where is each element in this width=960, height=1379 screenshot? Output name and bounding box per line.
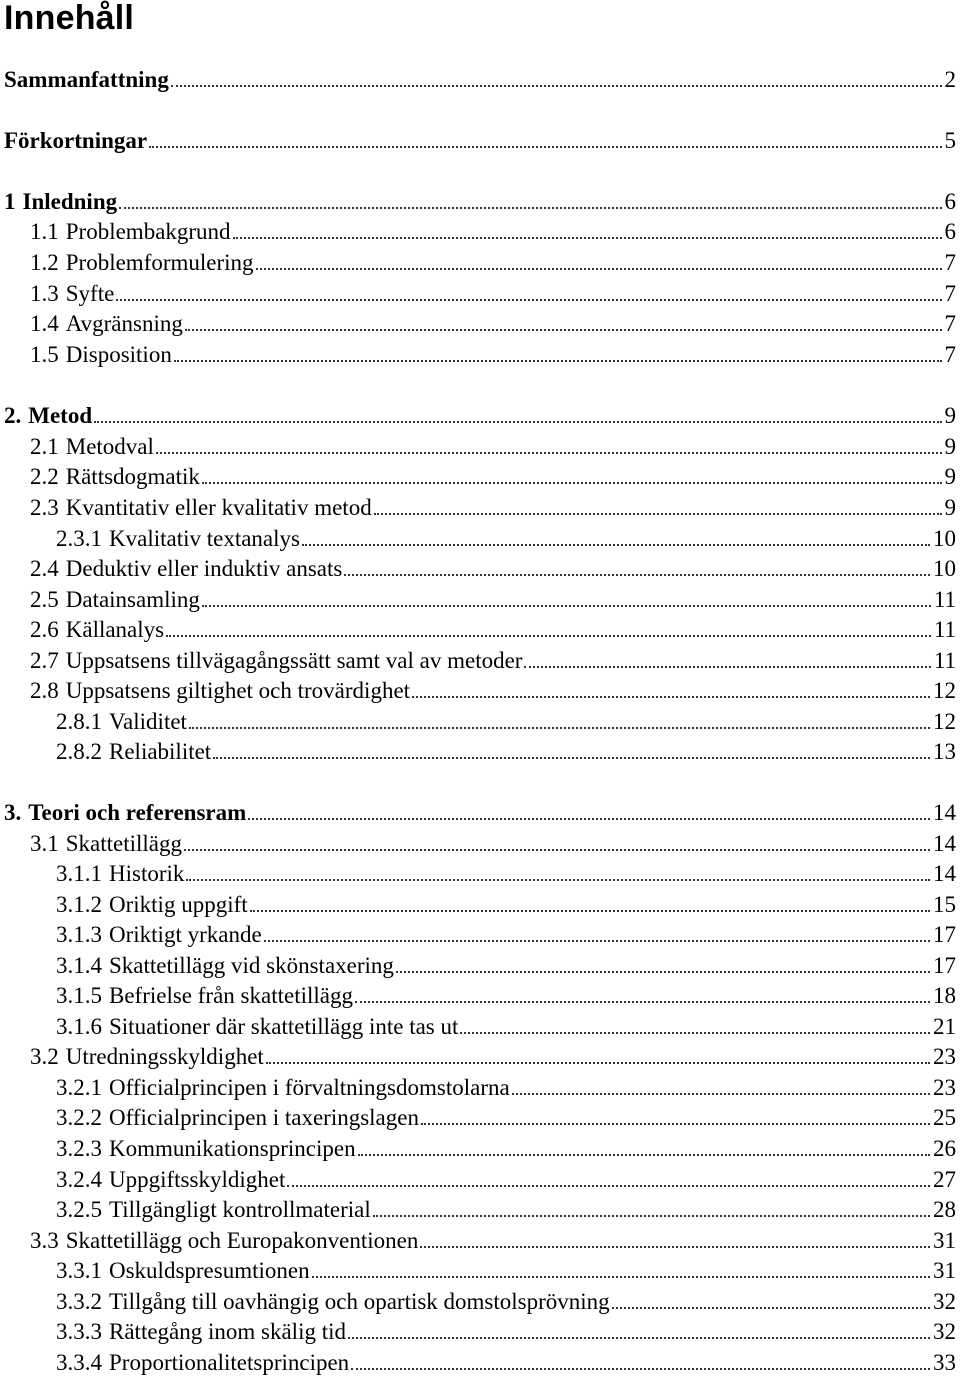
- toc-entry-number: 3.2.1: [56, 1075, 102, 1100]
- toc-entry-number: 2.8: [30, 678, 59, 703]
- dot-leader: [355, 1001, 930, 1003]
- toc-entry-page-number: 7: [944, 250, 956, 275]
- toc-entry-title: Validitet: [109, 709, 187, 734]
- toc-entry-page-number: 11: [933, 648, 956, 673]
- toc-entry-number: 3.1.1: [56, 861, 102, 886]
- toc-entry-title: Teori och referensram: [28, 800, 247, 825]
- toc-entry-number: 2.3.1: [56, 526, 102, 551]
- dot-leader: [250, 910, 930, 912]
- toc-entry-number: 2.6: [30, 617, 59, 642]
- toc-entry-number: 1.4: [30, 311, 59, 336]
- dot-leader: [358, 1154, 930, 1156]
- toc-entry-page-number: 13: [933, 739, 956, 764]
- toc-entry[interactable]: [30, 339, 956, 369]
- toc-entry-page-number: 27: [933, 1167, 956, 1192]
- toc-entry-number: 3.1.4: [56, 953, 102, 978]
- dot-leader: [185, 329, 942, 331]
- toc-entry[interactable]: [30, 431, 956, 461]
- toc-entry-number: 1: [4, 189, 16, 214]
- toc-entry-title: Kommunikationsprincipen: [109, 1136, 356, 1161]
- toc-entry-number: 2.1: [30, 434, 59, 459]
- toc-entry-number: 3.1: [30, 831, 59, 856]
- dot-leader: [149, 146, 941, 148]
- toc-entry[interactable]: [30, 247, 956, 277]
- dot-leader: [248, 818, 930, 820]
- toc-entry[interactable]: [30, 461, 956, 491]
- toc-entry-page-number: 12: [933, 709, 956, 734]
- toc-entry-number: 2.: [4, 403, 22, 428]
- toc-entry[interactable]: [56, 1133, 956, 1163]
- toc-entry-title: Tillgängligt kontrollmaterial: [109, 1197, 371, 1222]
- toc-entry[interactable]: [56, 706, 956, 736]
- toc-entry-page-number: 7: [944, 342, 956, 367]
- toc-entry-number: 3.2: [30, 1044, 59, 1069]
- toc-entry-page-number: 21: [933, 1014, 956, 1039]
- toc-entry[interactable]: [56, 1286, 956, 1316]
- toc-entry-number: 3.3.2: [56, 1289, 102, 1314]
- toc-entry-title: Kvantitativ eller kvalitativ metod: [65, 495, 372, 520]
- toc-entry-title: Oriktig uppgift: [109, 892, 248, 917]
- toc-entry[interactable]: [56, 858, 956, 888]
- toc-entry[interactable]: [56, 950, 956, 980]
- toc-entry-page-number: 9: [944, 403, 956, 428]
- dot-leader: [184, 849, 930, 851]
- dot-leader: [119, 207, 941, 209]
- toc-entry-title: Reliabilitet: [109, 739, 212, 764]
- toc-entry-page-number: 18: [933, 983, 956, 1008]
- toc-entry-number: 2.8.2: [56, 739, 102, 764]
- toc-entry[interactable]: [4, 186, 956, 216]
- toc-entry-page-number: 17: [933, 953, 956, 978]
- toc-entry[interactable]: [30, 278, 956, 308]
- toc-entry-title: Förkortningar: [4, 128, 148, 153]
- dot-leader: [348, 1337, 930, 1339]
- toc-entry-title: Skattetillägg: [65, 831, 183, 856]
- toc-entry-title: Situationer där skattetillägg inte tas ut: [109, 1014, 459, 1039]
- toc-entry-number: 3.2.2: [56, 1105, 102, 1130]
- toc-entry-number: 3.2.3: [56, 1136, 102, 1161]
- toc-entry-title: Deduktiv eller induktiv ansats: [65, 556, 343, 581]
- toc-entry-title: Skattetillägg vid skönstaxering: [109, 953, 394, 978]
- dot-leader: [186, 879, 930, 881]
- dot-leader: [156, 452, 942, 454]
- dot-leader: [396, 971, 930, 973]
- toc-entry-page-number: 10: [933, 556, 956, 581]
- toc-entry[interactable]: [56, 1011, 956, 1041]
- dot-leader: [312, 1276, 930, 1278]
- toc-entry-page-number: 23: [933, 1044, 956, 1069]
- toc-entry[interactable]: [4, 797, 956, 827]
- dot-leader: [94, 421, 941, 423]
- toc-entry-title: Oskuldspresumtionen: [109, 1258, 310, 1283]
- toc-entry-page-number: 14: [933, 861, 956, 886]
- toc-entry-page-number: 14: [933, 800, 956, 825]
- toc-entry-page-number: 9: [944, 464, 956, 489]
- toc-entry-title: Tillgång till oavhängig och opartisk domstolsprövning: [109, 1289, 610, 1314]
- toc-entry[interactable]: [30, 675, 956, 705]
- dot-leader: [287, 1185, 930, 1187]
- toc-entry-title: Uppsatsens giltighet och trovärdighet: [65, 678, 411, 703]
- toc-entry-page-number: 2: [944, 67, 956, 92]
- toc-entry[interactable]: [56, 1255, 956, 1285]
- toc-entry-page-number: 15: [933, 892, 956, 917]
- toc-entry[interactable]: [56, 1102, 956, 1132]
- toc-entry-page-number: 7: [944, 281, 956, 306]
- dot-leader: [174, 360, 942, 362]
- toc-entry-title: Metod: [28, 403, 93, 428]
- toc-entry-page-number: 32: [933, 1319, 956, 1344]
- toc-entry-title: Proportionalitetsprincipen: [109, 1350, 350, 1375]
- toc-entry[interactable]: [30, 828, 956, 858]
- dot-leader: [512, 1093, 930, 1095]
- toc-entry-number: 2.7: [30, 648, 59, 673]
- toc-entry[interactable]: [56, 889, 956, 919]
- dot-leader: [213, 757, 930, 759]
- toc-entry-page-number: 31: [933, 1258, 956, 1283]
- toc-entry-page-number: 23: [933, 1075, 956, 1100]
- toc-entry-number: 3.2.4: [56, 1167, 102, 1192]
- toc-entry-number: 3.1.2: [56, 892, 102, 917]
- dot-leader: [373, 1215, 930, 1217]
- dot-leader: [344, 574, 930, 576]
- toc-entry[interactable]: [30, 553, 956, 583]
- toc-entry-number: 3.1.6: [56, 1014, 102, 1039]
- dot-leader: [233, 237, 942, 239]
- toc-entry[interactable]: [56, 1347, 956, 1377]
- toc-entry[interactable]: [4, 125, 956, 155]
- toc-entry-number: 2.2: [30, 464, 59, 489]
- toc-entry-page-number: 31: [933, 1228, 956, 1253]
- toc-entry[interactable]: [4, 400, 956, 430]
- toc-entry-title: Uppsatsens tillvägagångssätt samt val av metoder: [65, 648, 523, 673]
- toc-entry-title: Historik: [109, 861, 185, 886]
- toc-entry[interactable]: [30, 1225, 956, 1255]
- toc-entry[interactable]: [30, 584, 956, 614]
- dot-leader: [171, 85, 942, 87]
- toc-entry-page-number: 26: [933, 1136, 956, 1161]
- toc-entry-page-number: 11: [933, 617, 956, 642]
- dot-leader: [420, 1246, 930, 1248]
- toc-entry-title: Officialprincipen i taxeringslagen: [109, 1105, 419, 1130]
- dot-leader: [116, 299, 941, 301]
- toc-entry-title: Metodval: [65, 434, 154, 459]
- toc-entry[interactable]: [56, 980, 956, 1010]
- toc-entry[interactable]: [30, 216, 956, 246]
- dot-leader: [421, 1123, 930, 1125]
- toc-entry-page-number: 7: [944, 311, 956, 336]
- toc-entry-number: 2.5: [30, 587, 59, 612]
- dot-leader: [202, 605, 931, 607]
- dot-leader: [166, 635, 931, 637]
- toc-entry-number: 2.3: [30, 495, 59, 520]
- toc-entry-title: Uppgiftsskyldighet: [109, 1167, 286, 1192]
- toc-entry-number: 1.3: [30, 281, 59, 306]
- toc-entry-title: Avgränsning: [65, 311, 183, 336]
- dot-leader: [302, 544, 930, 546]
- toc-entry-page-number: 5: [944, 128, 956, 153]
- toc-entry-page-number: 32: [933, 1289, 956, 1314]
- toc-entry-page-number: 9: [944, 495, 956, 520]
- toc-entry-page-number: 14: [933, 831, 956, 856]
- toc-entry[interactable]: [56, 919, 956, 949]
- toc-entry-number: 2.4: [30, 556, 59, 581]
- toc-entry-number: 1.1: [30, 219, 59, 244]
- toc-entry-page-number: 11: [933, 587, 956, 612]
- toc-entry[interactable]: [30, 614, 956, 644]
- dot-leader: [202, 482, 942, 484]
- toc-entry-title: Skattetillägg och Europakonventionen: [65, 1228, 419, 1253]
- toc-entry-number: 1.2: [30, 250, 59, 275]
- dot-leader: [612, 1307, 930, 1309]
- toc-entry-number: 3.: [4, 800, 22, 825]
- toc-entry[interactable]: [56, 1072, 956, 1102]
- toc-entry-title: Befrielse från skattetillägg: [109, 983, 353, 1008]
- toc-entry[interactable]: [56, 736, 956, 766]
- toc-entry-title: Kvalitativ textanalys: [109, 526, 300, 551]
- toc-entry-title: Rättsdogmatik: [65, 464, 200, 489]
- toc-entry-number: 3.3.3: [56, 1319, 102, 1344]
- page-title: Innehåll: [4, 0, 135, 37]
- toc-entry-page-number: 25: [933, 1105, 956, 1130]
- dot-leader: [264, 940, 930, 942]
- toc-entry-page-number: 12: [933, 678, 956, 703]
- dot-leader: [412, 696, 930, 698]
- toc-entry-title: Datainsamling: [65, 587, 200, 612]
- dot-leader: [189, 727, 930, 729]
- toc-entry-number: 2.8.1: [56, 709, 102, 734]
- toc-entry-title: Syfte: [65, 281, 115, 306]
- toc-entry-title: Problembakgrund: [65, 219, 231, 244]
- toc-entry[interactable]: [56, 1164, 956, 1194]
- toc-entry[interactable]: [30, 645, 956, 675]
- dot-leader: [266, 1062, 930, 1064]
- toc-entry-title: Officialprincipen i förvaltningsdomstolarna: [109, 1075, 510, 1100]
- toc-entry-page-number: 6: [944, 189, 956, 214]
- dot-leader: [351, 1368, 930, 1370]
- dot-leader: [524, 666, 930, 668]
- toc-entry-page-number: 10: [933, 526, 956, 551]
- toc-entry-page-number: 9: [944, 434, 956, 459]
- toc-entry-title: Disposition: [65, 342, 172, 367]
- toc-entry-number: 3.1.5: [56, 983, 102, 1008]
- toc-entry[interactable]: [30, 308, 956, 338]
- toc-entry-title: Källanalys: [65, 617, 165, 642]
- toc-entry[interactable]: [30, 492, 956, 522]
- toc-entry-page-number: 17: [933, 922, 956, 947]
- toc-entry-title: Oriktigt yrkande: [109, 922, 262, 947]
- dot-leader: [374, 513, 942, 515]
- dot-leader: [256, 268, 942, 270]
- toc-entry[interactable]: [4, 64, 956, 94]
- toc-entry-number: 3.2.5: [56, 1197, 102, 1222]
- toc-entry-page-number: 6: [944, 219, 956, 244]
- toc-entry[interactable]: [30, 1041, 956, 1071]
- toc-entry-page-number: 33: [933, 1350, 956, 1375]
- toc-entry-title: Problemformulering: [65, 250, 254, 275]
- toc-entry-title: Rättegång inom skälig tid: [109, 1319, 346, 1344]
- toc-entry-number: 3.1.3: [56, 922, 102, 947]
- toc-entry-page-number: 28: [933, 1197, 956, 1222]
- dot-leader: [460, 1032, 930, 1034]
- toc-entry[interactable]: [56, 1316, 956, 1346]
- toc-entry-number: 1.5: [30, 342, 59, 367]
- toc-entry-number: 3.3.4: [56, 1350, 102, 1375]
- toc-entry[interactable]: [56, 523, 956, 553]
- toc-entry-title: Utredningsskyldighet: [65, 1044, 264, 1069]
- toc-entry-title: Sammanfattning: [4, 67, 169, 92]
- toc-entry[interactable]: [56, 1194, 956, 1224]
- toc-entry-title: Inledning: [22, 189, 118, 214]
- toc-entry-number: 3.3: [30, 1228, 59, 1253]
- toc-entry-number: 3.3.1: [56, 1258, 102, 1283]
